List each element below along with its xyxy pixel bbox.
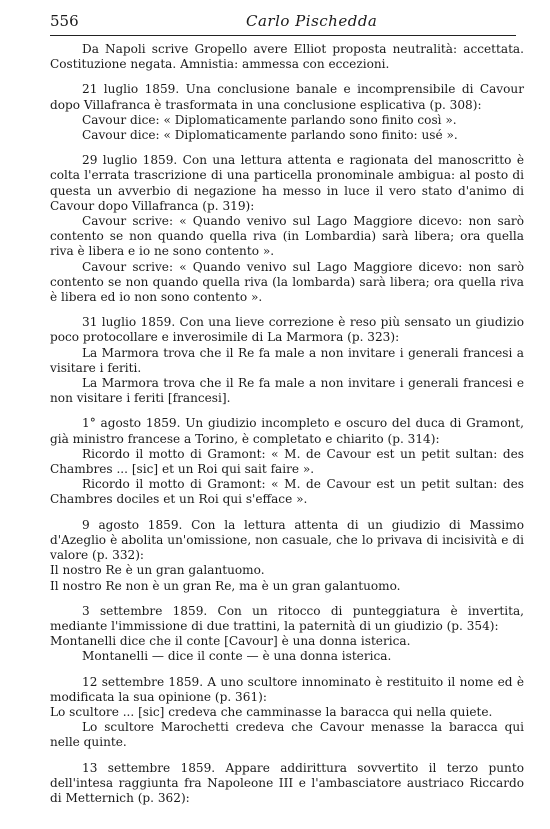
quote-paragraph: Cavour scrive: « Quando venivo sul Lago Maggiore dicevo: non sarò contento se non quando quella riva (la lombarda) sarà libera; ora quella riva è libera ed io non sono contento ». — [50, 259, 524, 305]
quote-paragraph: La Marmora trova che il Re fa male a non invitare i generali francesi e non visitare i feriti [francesi]. — [50, 376, 524, 406]
quote-line: Montanelli — dice il conte — è una donna isterica. — [82, 649, 392, 664]
running-head: Carlo Pischedda — [246, 12, 378, 30]
quote-paragraph: Lo scultore Marochetti credeva che Cavour menasse la baracca qui nelle quinte. — [50, 720, 524, 750]
quote-paragraph: Ricordo il motto di Gramont: « M. de Cavour est un petit sultan: des Chambres dociles et un Roi qui s'efface ». — [50, 477, 524, 507]
quote-line: Il nostro Re non è un gran Re, ma è un gran galantuomo. — [50, 578, 401, 593]
quote-line: Cavour dice: « Diplomaticamente parlando sono finito così ». — [82, 112, 457, 127]
quote-paragraph: Cavour scrive: « Quando venivo sul Lago Maggiore dicevo: non sarò contento se non quando quella riva (in Lombardia) sarà libera; ora quella riva è libera e io ne sono contento ». — [50, 214, 524, 259]
paragraph: 21 luglio 1859. Una conclusione banale e incomprensibile di Cavour dopo Villafranca è trasformata in una conclusione esplicativa (p. 308): — [50, 82, 524, 112]
paragraph: 31 luglio 1859. Con una lieve correzione è reso più sensato un giudizio poco protocollare e inverosimile di La Marmora (p. 323): — [50, 315, 524, 345]
paragraph: 3 settembre 1859. Con un ritocco di punteggiatura è invertita, mediante l'immissione di due trattini, la paternità di un giudizio (p. 354): — [50, 603, 524, 633]
paragraph: 29 luglio 1859. Con una lettura attenta e ragionata del manoscritto è colta l'errata trascrizione di una particella pronominale ambigua: al posto di questa un avverbio di negazione ha messo in luce il vero stato d'animo di Cavour dopo Villafranca (p. 319): — [50, 153, 524, 213]
quote-line: Lo scultore ... [sic] credeva che camminasse la baracca qui nella quiete. — [50, 704, 493, 719]
quote-paragraph: La Marmora trova che il Re fa male a non invitare i generali francesi a visitare i feriti. — [50, 345, 524, 375]
paragraph: 13 settembre 1859. Appare addirittura sovvertito il terzo punto dell'intesa raggiunta fra Napoleone III e l'ambasciatore austriaco Riccardo di Metternich (p. 362): — [50, 760, 524, 805]
quote-paragraph: Ricordo il motto di Gramont: « M. de Cavour est un petit sultan: des Chambres ... [sic] et un Roi qui sait faire ». — [50, 446, 524, 477]
header-rule — [50, 35, 516, 36]
page-body — [50, 42, 524, 806]
paragraph: 12 settembre 1859. A uno scultore innominato è restituito il nome ed è modificata la sua opinione (p. 361): — [50, 674, 524, 704]
page-number: 556 — [50, 12, 79, 30]
paragraph: 9 agosto 1859. Con la lettura attenta di un giudizio di Massimo d'Azeglio è abolita un'omissione, non casuale, che lo privava di incisività e di valore (p. 332): — [50, 517, 524, 563]
quote-line: Cavour dice: « Diplomaticamente parlando sono finito: usé ». — [82, 128, 458, 143]
page-header — [50, 12, 516, 34]
paragraph: 1° agosto 1859. Un giudizio incompleto e oscuro del duca di Gramont, già ministro francese a Torino, è completato e chiarito (p. 314): — [50, 416, 524, 446]
paragraph: Da Napoli scrive Gropello avere Elliot proposta neutralità: accettata. Costituzione negata. Amnistia: ammessa con eccezioni. — [50, 42, 524, 72]
quote-line: Montanelli dice che il conte [Cavour] è una donna isterica. — [50, 634, 411, 649]
quote-line: Il nostro Re è un gran galantuomo. — [50, 563, 265, 578]
